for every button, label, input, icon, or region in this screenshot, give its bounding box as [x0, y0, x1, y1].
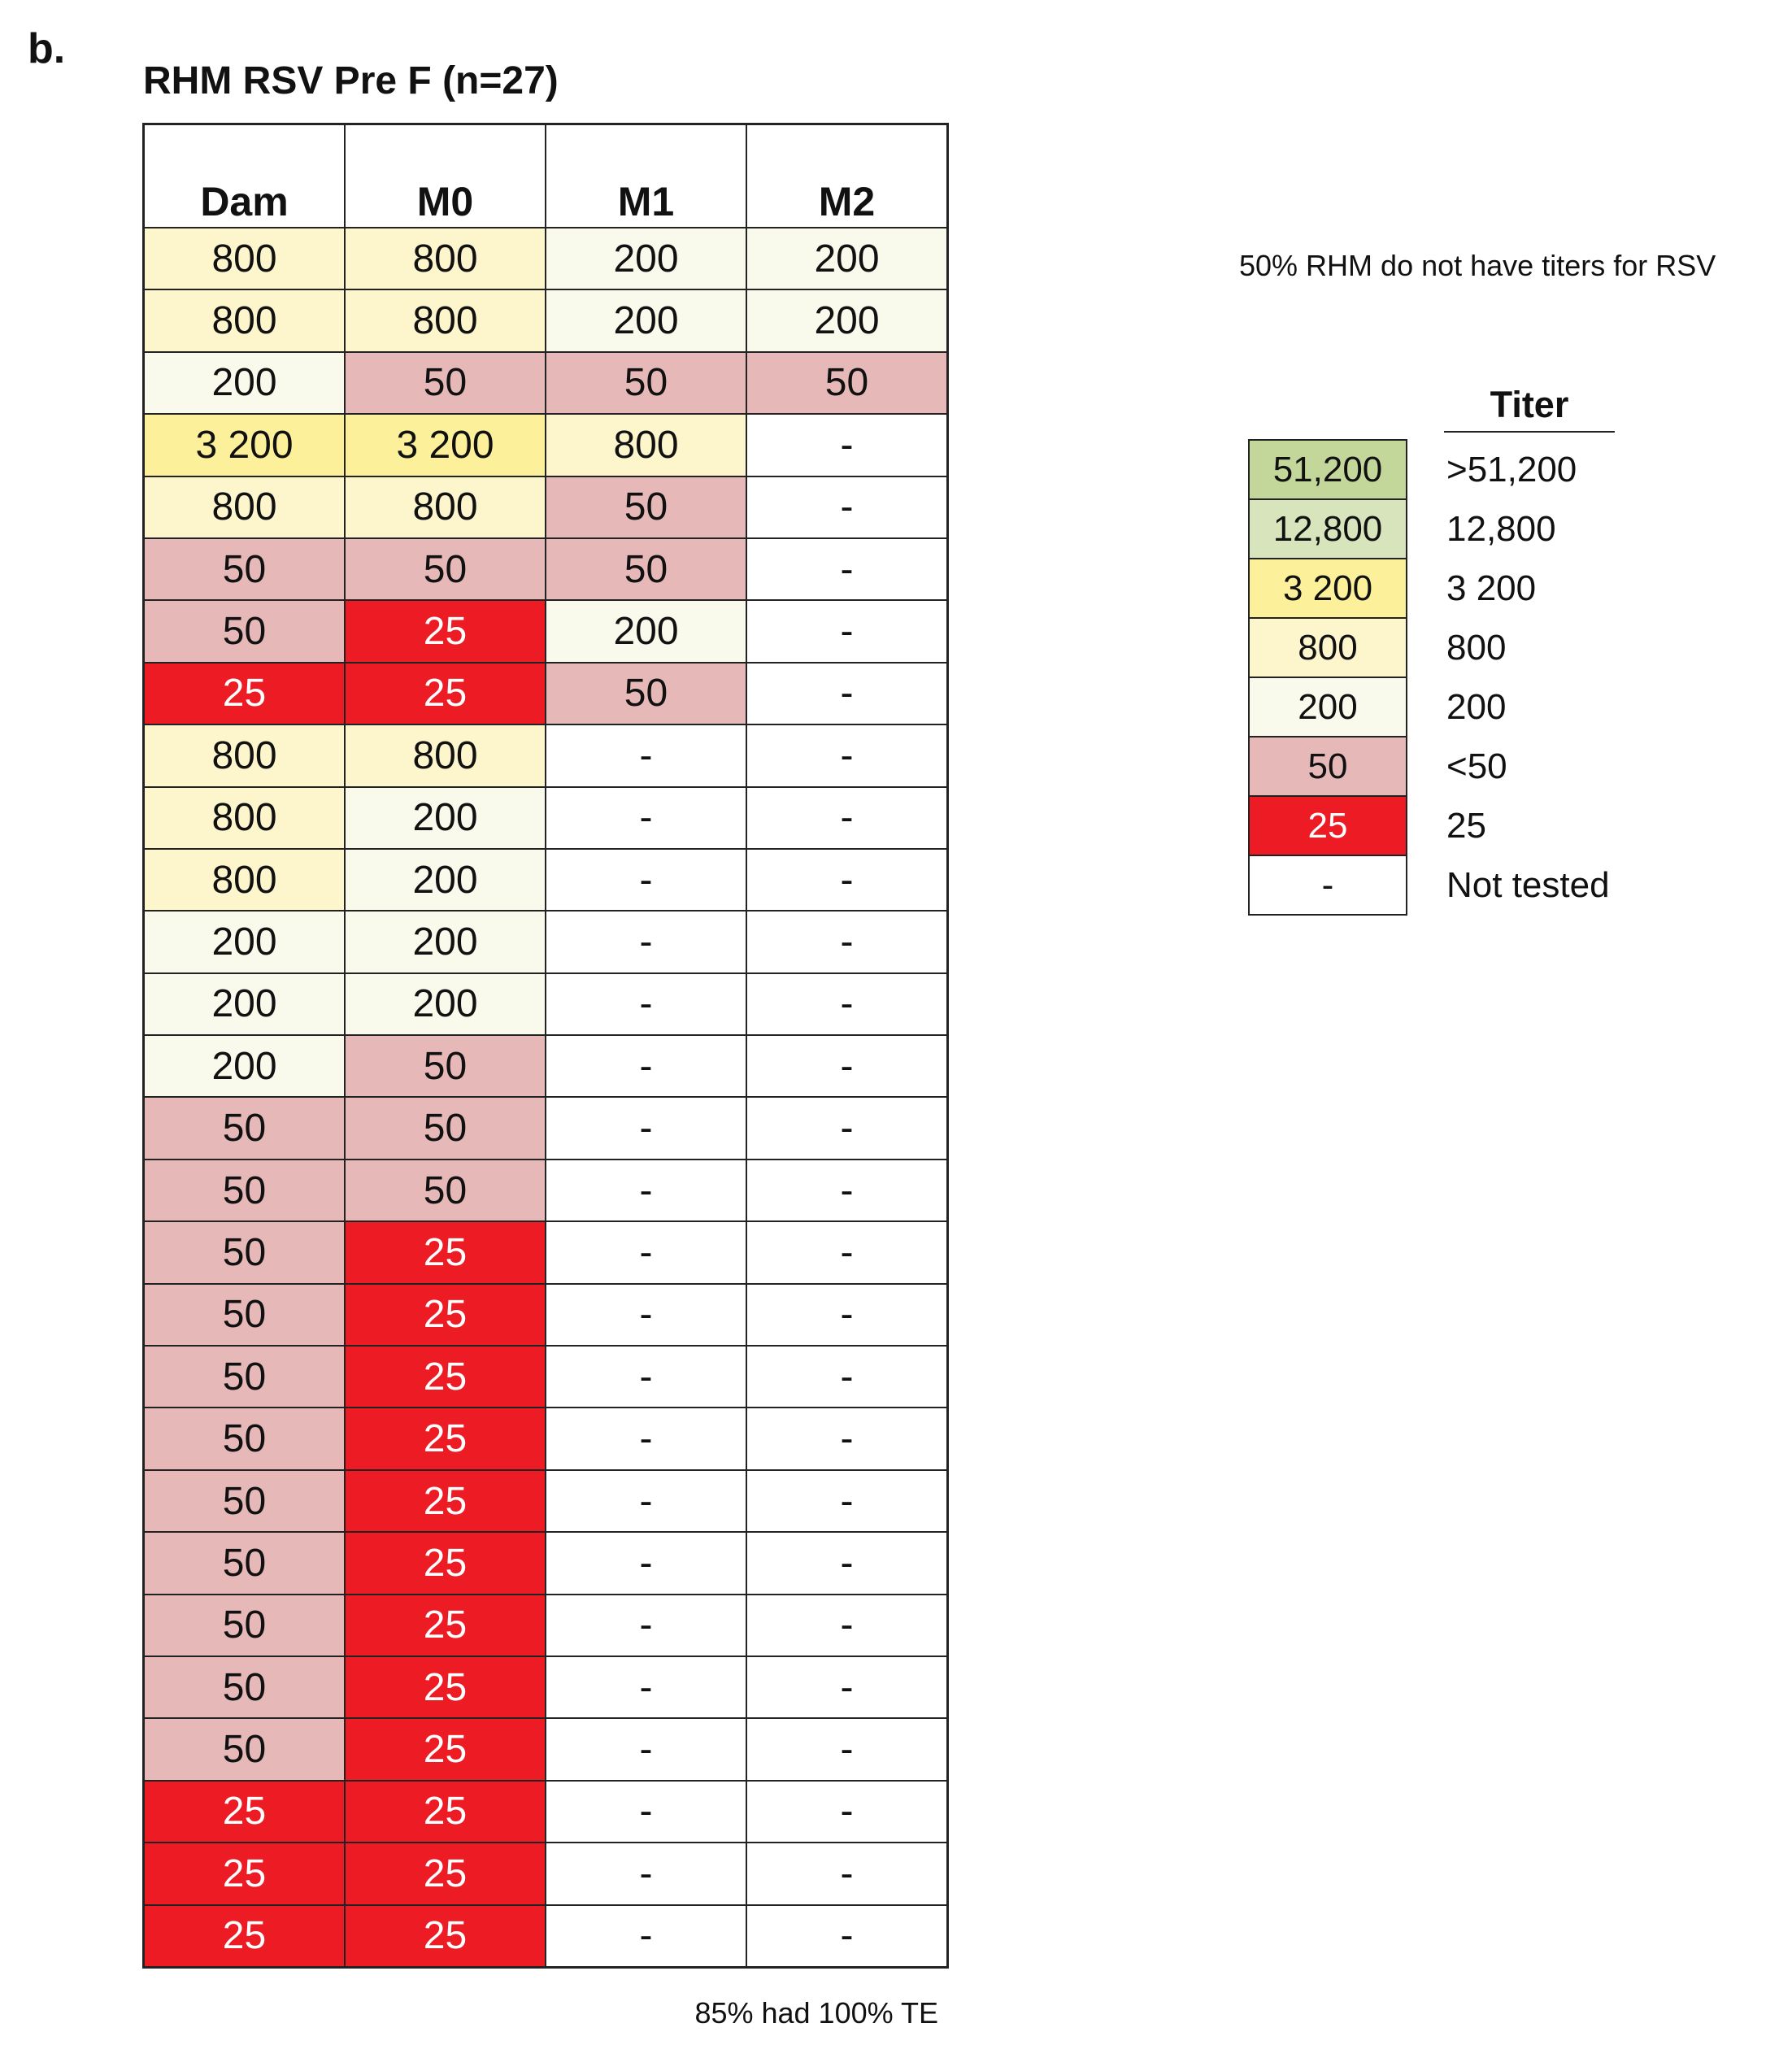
table-row: [144, 1284, 948, 1346]
table-row: [144, 849, 948, 911]
legend-item: [1249, 499, 1611, 559]
titer-cell: 200: [746, 289, 948, 351]
table-row: [144, 1905, 948, 1968]
legend-item: [1249, 855, 1611, 915]
titer-cell: 3 200: [345, 414, 546, 476]
legend-body: [1249, 440, 1611, 915]
titer-cell: 50: [144, 600, 346, 662]
titer-cell: 200: [546, 228, 746, 289]
table-row: [144, 1595, 948, 1656]
table-row: [144, 538, 948, 600]
titer-cell: 50: [144, 1097, 346, 1159]
legend-swatch: 200: [1249, 677, 1407, 737]
titer-cell: 50: [546, 352, 746, 414]
titer-cell: 50: [144, 1532, 346, 1594]
titer-cell: -: [546, 1408, 746, 1469]
titer-cell: 200: [144, 973, 346, 1035]
titer-cell: 25: [345, 1656, 546, 1718]
legend-swatch: 800: [1249, 618, 1407, 677]
column-header: M2: [746, 124, 948, 228]
titer-cell: 25: [345, 1905, 546, 1968]
titer-cell: 50: [144, 1284, 346, 1346]
titer-cell: 25: [345, 1595, 546, 1656]
titer-cell: -: [746, 1408, 948, 1469]
legend-item: [1249, 618, 1611, 677]
legend-label: 800: [1446, 627, 1507, 668]
titer-cell: -: [546, 1532, 746, 1594]
titer-cell: -: [746, 787, 948, 849]
header-row: [144, 124, 948, 228]
titer-cell: 50: [144, 538, 346, 600]
table-row: [144, 663, 948, 724]
titer-cell: -: [546, 1035, 746, 1097]
titer-cell: 25: [345, 1221, 546, 1283]
titer-cell: 25: [144, 1843, 346, 1904]
titer-cell: 25: [345, 1284, 546, 1346]
legend-swatch: 25: [1249, 796, 1407, 855]
titer-cell: -: [746, 1843, 948, 1904]
titer-cell: 800: [345, 228, 546, 289]
titer-cell: 25: [345, 1781, 546, 1843]
column-header: M1: [546, 124, 746, 228]
titer-cell: 800: [144, 476, 346, 538]
titer-cell: 800: [144, 849, 346, 911]
table-row: [144, 1656, 948, 1718]
titer-cell: -: [546, 1097, 746, 1159]
titer-cell: -: [746, 1284, 948, 1346]
titer-cell: -: [746, 663, 948, 724]
legend-item: [1249, 677, 1611, 737]
titer-cell: 200: [144, 352, 346, 414]
titer-cell: 50: [546, 538, 746, 600]
titer-cell: 800: [144, 787, 346, 849]
legend-label: <50: [1446, 746, 1507, 786]
titer-cell: 200: [746, 228, 948, 289]
legend-label: 3 200: [1446, 568, 1537, 608]
titer-cell: 50: [345, 1035, 546, 1097]
titer-cell: 50: [746, 352, 948, 414]
titer-body: [144, 228, 948, 1967]
titer-cell: 25: [345, 1408, 546, 1469]
titer-cell: -: [546, 1221, 746, 1283]
titer-cell: -: [746, 600, 948, 662]
panel-label: b.: [28, 25, 66, 72]
titer-cell: -: [746, 1781, 948, 1843]
legend-swatch: 51,200: [1249, 440, 1407, 499]
titer-cell: 25: [345, 1718, 546, 1780]
table-row: [144, 1843, 948, 1904]
titer-cell: -: [546, 1656, 746, 1718]
titer-cell: 25: [345, 1470, 546, 1532]
titer-cell: 200: [546, 289, 746, 351]
table-row: [144, 476, 948, 538]
legend-item: [1249, 737, 1611, 796]
titer-cell: 800: [546, 414, 746, 476]
titer-cell: -: [746, 1905, 948, 1968]
titer-cell: 25: [144, 1781, 346, 1843]
legend: [1248, 439, 1611, 916]
table-row: [144, 1781, 948, 1843]
titer-cell: -: [546, 1284, 746, 1346]
titer-cell: 50: [144, 1656, 346, 1718]
titer-cell: -: [746, 476, 948, 538]
titer-cell: 50: [345, 1097, 546, 1159]
titer-cell: 800: [345, 289, 546, 351]
titer-cell: 25: [144, 663, 346, 724]
titer-cell: -: [746, 1532, 948, 1594]
titer-cell: 25: [345, 600, 546, 662]
titer-cell: 25: [144, 1905, 346, 1968]
titer-cell: -: [746, 1718, 948, 1780]
table-row: [144, 973, 948, 1035]
legend-swatch: 50: [1249, 737, 1407, 796]
titer-cell: 800: [144, 724, 346, 786]
titer-table: [142, 123, 949, 1969]
titer-cell: 200: [546, 600, 746, 662]
titer-cell: -: [546, 911, 746, 972]
titer-cell: -: [546, 1470, 746, 1532]
legend-item: [1249, 559, 1611, 618]
chart-title: RHM RSV Pre F (n=27): [143, 59, 559, 102]
titer-cell: -: [746, 1035, 948, 1097]
legend-swatch: 12,800: [1249, 499, 1407, 559]
titer-cell: -: [746, 911, 948, 972]
titer-cell: -: [546, 1843, 746, 1904]
table-row: [144, 1470, 948, 1532]
table-row: [144, 724, 948, 786]
titer-cell: -: [746, 1160, 948, 1221]
table-row: [144, 1718, 948, 1780]
table-row: [144, 911, 948, 972]
titer-cell: 50: [144, 1160, 346, 1221]
titer-cell: 200: [144, 911, 346, 972]
titer-cell: -: [546, 1346, 746, 1408]
titer-cell: -: [746, 414, 948, 476]
table-row: [144, 1532, 948, 1594]
titer-cell: -: [746, 538, 948, 600]
titer-cell: 800: [144, 289, 346, 351]
titer-cell: 25: [345, 663, 546, 724]
table-row: [144, 1346, 948, 1408]
titer-cell: 200: [345, 911, 546, 972]
titer-cell: 800: [144, 228, 346, 289]
titer-cell: -: [746, 1656, 948, 1718]
titer-cell: 50: [546, 663, 746, 724]
titer-cell: -: [546, 724, 746, 786]
titer-cell: 200: [144, 1035, 346, 1097]
legend-label: Not tested: [1446, 864, 1610, 905]
titer-cell: 50: [546, 476, 746, 538]
table-row: [144, 1097, 948, 1159]
table-row: [144, 1221, 948, 1283]
column-header: Dam: [144, 124, 346, 228]
titer-cell: -: [746, 1221, 948, 1283]
legend-label: 200: [1446, 686, 1507, 727]
titer-cell: -: [746, 1595, 948, 1656]
table-row: [144, 414, 948, 476]
titer-cell: 25: [345, 1532, 546, 1594]
titer-cell: -: [546, 1160, 746, 1221]
titer-cell: -: [546, 1718, 746, 1780]
titer-cell: 50: [345, 538, 546, 600]
titer-cell: 50: [144, 1470, 346, 1532]
table-row: [144, 1035, 948, 1097]
titer-cell: -: [746, 849, 948, 911]
titer-cell: 3 200: [144, 414, 346, 476]
table-row: [144, 1408, 948, 1469]
column-header: M0: [345, 124, 546, 228]
titer-cell: 200: [345, 787, 546, 849]
table-row: [144, 787, 948, 849]
titer-cell: 50: [144, 1408, 346, 1469]
note-bottom: 85% had 100% TE: [694, 1996, 938, 2030]
titer-cell: 50: [345, 1160, 546, 1221]
titer-cell: -: [746, 724, 948, 786]
titer-cell: 25: [345, 1346, 546, 1408]
legend-label: 25: [1446, 805, 1486, 846]
legend-title: Titer: [1444, 384, 1615, 433]
titer-cell: -: [546, 1595, 746, 1656]
titer-cell: -: [546, 973, 746, 1035]
table-row: [144, 600, 948, 662]
titer-cell: 50: [144, 1346, 346, 1408]
titer-cell: -: [746, 1346, 948, 1408]
legend-label: 12,800: [1446, 508, 1556, 549]
titer-cell: 800: [345, 724, 546, 786]
titer-cell: 50: [144, 1718, 346, 1780]
titer-cell: -: [746, 973, 948, 1035]
titer-cell: -: [546, 787, 746, 849]
titer-cell: 50: [345, 352, 546, 414]
titer-cell: 200: [345, 973, 546, 1035]
titer-cell: 25: [345, 1843, 546, 1904]
titer-cell: -: [546, 849, 746, 911]
legend-swatch: 3 200: [1249, 559, 1407, 618]
titer-cell: 50: [144, 1595, 346, 1656]
titer-cell: 200: [345, 849, 546, 911]
titer-cell: -: [546, 1905, 746, 1968]
titer-cell: -: [546, 1781, 746, 1843]
legend-swatch: -: [1249, 855, 1407, 915]
titer-cell: -: [746, 1097, 948, 1159]
legend-item: [1249, 796, 1611, 855]
legend-label: >51,200: [1446, 449, 1577, 489]
table-row: [144, 228, 948, 289]
titer-cell: 50: [144, 1221, 346, 1283]
legend-item: [1249, 440, 1611, 499]
note-top: 50% RHM do not have titers for RSV: [1239, 249, 1716, 282]
table-row: [144, 352, 948, 414]
titer-cell: 800: [345, 476, 546, 538]
table-row: [144, 1160, 948, 1221]
titer-cell: -: [746, 1470, 948, 1532]
table-row: [144, 289, 948, 351]
